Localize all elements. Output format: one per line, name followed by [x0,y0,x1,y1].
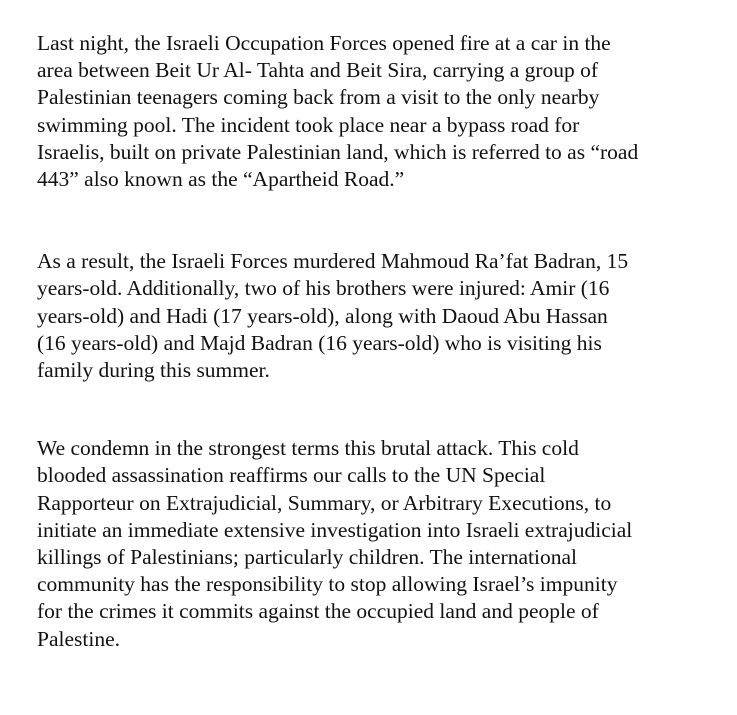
text-line: Israelis, built on private Palestinian land, which is referred to as “road [37,139,639,164]
paragraph-condemnation [37,435,707,653]
text-line: (16 years-old) and Majd Badran (16 years-old) who is visiting his [37,330,602,355]
text-line: area between Beit Ur Al- Tahta and Beit Sira, carrying a group of [37,58,599,83]
statement-document [37,30,707,653]
text-line: initiate an immediate extensive investigation into Israeli extrajudicial [37,517,633,542]
text-line: family during this summer. [37,358,270,383]
text-line: years-old) and Hadi (17 years-old), along with Daoud Abu Hassan [37,303,608,328]
text-line: swimming pool. The incident took place near a bypass road for [37,112,580,137]
text-line: Palestinian teenagers coming back from a visit to the only nearby [37,85,600,110]
paragraph-spacer [37,193,707,248]
paragraph-casualties [37,248,707,384]
text-line: Palestine. [37,626,120,651]
text-line: We condemn in the strongest terms this brutal attack. This cold [37,436,579,461]
text-line: As a result, the Israeli Forces murdered Mahmoud Ra’fat Badran, 15 [37,249,629,274]
text-line: blooded assassination reaffirms our calls to the UN Special [37,463,546,488]
text-line: years-old. Additionally, two of his brothers were injured: Amir (16 [37,276,610,301]
text-line: killings of Palestinians; particularly children. The international [37,545,577,570]
text-line: 443” also known as the “Apartheid Road.” [37,167,405,192]
text-line: community has the responsibility to stop allowing Israel’s impunity [37,572,618,597]
text-line: Last night, the Israeli Occupation Forces opened fire at a car in the [37,31,611,55]
text-line: for the crimes it commits against the occupied land and people of [37,599,599,624]
text-line: Rapporteur on Extrajudicial, Summary, or Arbitrary Executions, to [37,490,612,515]
paragraph-spacer [37,384,707,435]
paragraph-incident [37,30,707,193]
